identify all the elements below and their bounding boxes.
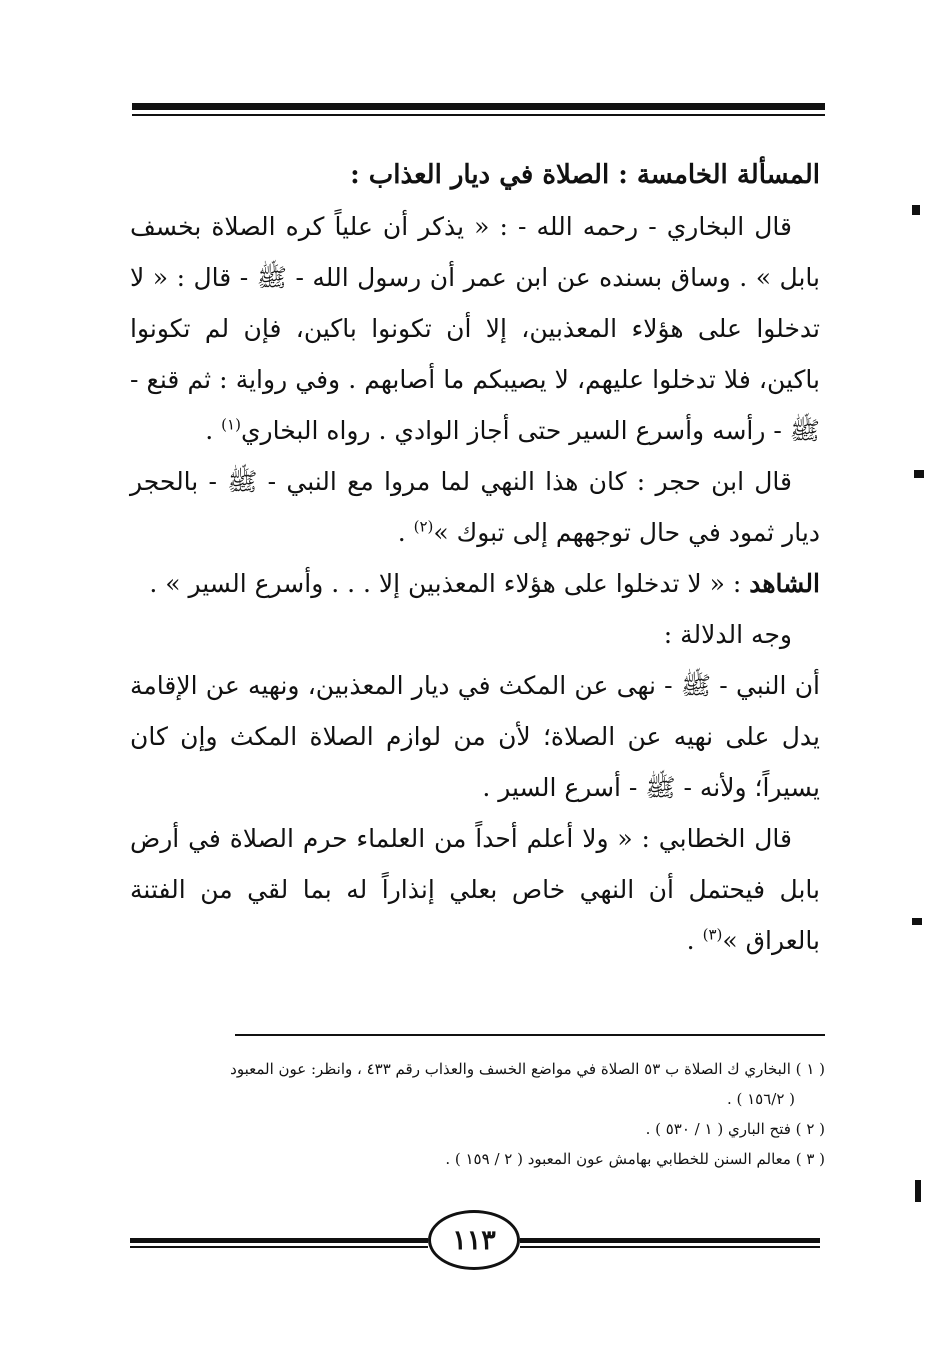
paragraph-dalala: أن النبي - ﷺ - نهى عن المكث في ديار المعذبين، ونهيه عن الإقامة يدل على نهيه عن الصلاة؛ لأن من لوازم الصلاة المكث وإن كان يسيراً؛ ولأنه - ﷺ - أسرع السير . (130, 671, 820, 802)
paragraph-bukhari-text: قال البخاري - رحمه الله - : « يذكر أن علياً كره الصلاة بخسف بابل » . وساق بسنده عن ابن عمر أن رسول الله - ﷺ - قال : « لا تدخلوا على هؤلاء المعذبين، إلا أن تكونوا باكين، فإن لم تكونوا باكين، فلا تدخلوا عليهم، لا يصيبكم ما أصابهم . وفي رواية : ثم قنع - ﷺ - رأسه وأسرع السير حتى أجاز الوادي . رواه البخاري (130, 212, 820, 445)
footnote-1: ( ١ ) البخاري ك الصلاة ب ٥٣ الصلاة في مواضع الخسف والعذاب رقم ٤٣٣ ، وانظر: عون المعبود (230, 1060, 825, 1078)
scan-edge-mark (912, 205, 920, 215)
shahid-text: : « لا تدخلوا على هؤلاء المعذبين إلا . . . وأسرع السير » . (149, 569, 750, 598)
footer-rule-right-thin (520, 1246, 820, 1248)
footnote-1-continued: ( ١٥٦/٢ ) . (726, 1090, 795, 1108)
paragraph-khattabi-text: قال الخطابي : « ولا أعلم أحداً من العلماء حرم الصلاة في أرض بابل فيحتمل أن النهي خاص بعلي إنذاراً له بما لقي من الفتنة بالعراق » (130, 824, 820, 955)
header-rule-thick (132, 103, 825, 110)
paragraph-khattabi (130, 813, 820, 966)
shahid-label: الشاهد (749, 569, 820, 598)
footer-rule-right-thick (520, 1238, 820, 1243)
paragraph-ibn-hajar-text: قال ابن حجر : كان هذا النهي لما مروا مع النبي - ﷺ - بالحجر ديار ثمود في حال توجههم إلى تبوك » (130, 467, 820, 547)
header-rule-thin (132, 114, 825, 116)
footnote-ref-2[interactable]: (٢) (413, 517, 434, 536)
footnote-3: ( ٣ ) معالم السنن للخطابي بهامش عون المعبود ( ٢ / ١٥٩ ) . (445, 1150, 825, 1168)
paragraph-bukhari (130, 201, 820, 456)
paragraph-ibn-hajar-end: . (397, 518, 414, 547)
paragraph-shahid (130, 558, 820, 609)
paragraph-khattabi-end: . (686, 926, 703, 955)
wajh-heading: وجه الدلالة : (663, 620, 792, 649)
section-heading: المسألة الخامسة : الصلاة في ديار العذاب : (350, 160, 820, 190)
paragraph-bukhari-end: . (205, 416, 222, 445)
footnote-ref-1[interactable]: (١) (221, 415, 241, 434)
page-number: ١١٣ (428, 1210, 520, 1270)
main-text (130, 150, 820, 966)
footer-rule-left-thin (130, 1246, 428, 1248)
footnote-2: ( ٢ ) فتح الباري ( ١ / ٥٣٠ ) . (645, 1120, 825, 1138)
scan-edge-mark (912, 918, 922, 925)
scan-edge-mark (915, 1180, 921, 1202)
footer-rule-left-thick (130, 1238, 428, 1243)
paragraph-ibn-hajar (130, 456, 820, 558)
scan-edge-mark (914, 470, 924, 478)
footnote-separator (235, 1034, 825, 1036)
footnotes (125, 1054, 825, 1174)
footnote-ref-3[interactable]: (٣) (702, 925, 723, 944)
